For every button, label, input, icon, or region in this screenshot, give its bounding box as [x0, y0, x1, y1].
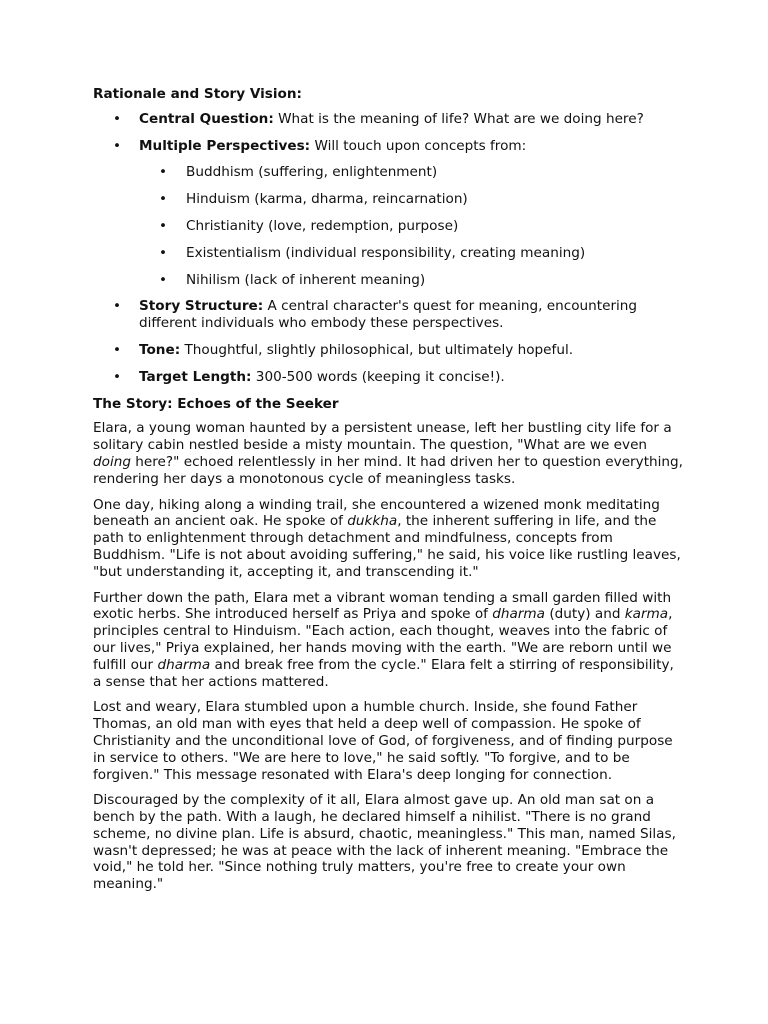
bullet-icon: •	[159, 271, 168, 288]
list-item-story-structure	[93, 298, 683, 332]
item-term: Multiple Perspectives:	[139, 137, 311, 154]
paragraph-text: , principles central to Hinduism. "Each action, each thought, weaves into the fabric of our lives," Priya explained, her hands moving with the earth. "We are reborn until we fulfill our	[93, 606, 673, 673]
bullet-icon: •	[159, 191, 168, 208]
bullet-icon: •	[159, 244, 168, 261]
paragraph-text: Elara, a young woman haunted by a persistent unease, left her bustling city life for a solitary cabin nestled beside a misty mountain. The question, "What are we even	[93, 420, 672, 454]
sublist-item-text: Nihilism (lack of inherent meaning)	[186, 271, 426, 288]
document-page	[93, 86, 683, 902]
bullet-icon: •	[159, 164, 168, 181]
item-text: A central character's quest for meaning, encountering different individuals who embody these perspectives.	[139, 298, 638, 332]
list-item-target-length	[93, 369, 683, 386]
paragraph-text: Further down the path, Elara met a vibrant woman tending a small garden filled with exotic herbs. She introduced herself as Priya and spoke of	[93, 589, 672, 623]
sublist-item-christianity	[139, 218, 683, 235]
item-text: What is the meaning of life? What are we doing here?	[273, 110, 644, 127]
item-text: Thoughtful, slightly philosophical, but ultimately hopeful.	[180, 341, 574, 358]
sublist-item-text: Hinduism (karma, dharma, reincarnation)	[186, 191, 468, 208]
sublist-item-hinduism	[139, 191, 683, 208]
story-paragraph-5: Discouraged by the complexity of it all, Elara almost gave up. An old man sat on a bench by the path. With a laugh, he declared himself a nihilist. "There is no grand scheme, no divine plan. Life is absurd, chaotic, meaningless." This man, named Silas, wasn't depressed; he was at peace with the lack of inherent meaning. "Embrace the void," he told her. "Since nothing truly matters, you're free to create your own meaning."	[93, 792, 676, 893]
story-heading: The Story: Echoes of the Seeker	[93, 395, 339, 412]
bullet-icon: •	[159, 217, 168, 234]
perspectives-sublist	[139, 164, 683, 288]
paragraph-text: One day, hiking along a winding trail, she encountered a wizened monk meditating beneath an ancient oak. He spoke of	[93, 496, 660, 530]
bullet-icon: •	[113, 368, 122, 385]
bullet-icon: •	[113, 110, 122, 127]
story-paragraph-4: Lost and weary, Elara stumbled upon a humble church. Inside, she found Father Thomas, an old man with eyes that held a deep well of compassion. He spoke of Christianity and the unconditional love of God, of forgiveness, and of finding purpose in service to others. "We are here to love," he said softly. "To forgive, and to be forgiven." This message resonated with Elara's deep longing for connection.	[93, 699, 673, 783]
item-text: 300-500 words (keeping it concise!).	[251, 368, 505, 385]
bullet-icon: •	[113, 298, 122, 315]
item-term: Tone:	[139, 341, 181, 358]
bullet-icon: •	[113, 341, 122, 358]
sublist-item-existentialism	[139, 245, 683, 262]
list-item-central-question	[93, 111, 683, 128]
paragraph-text: and break free from the cycle." Elara felt a stirring of responsibility, a sense that her actions mattered.	[93, 656, 674, 690]
sublist-item-buddhism	[139, 164, 683, 181]
list-item-tone	[93, 342, 683, 359]
item-text: Will touch upon concepts from:	[310, 137, 527, 154]
story-paragraph-3	[93, 590, 683, 691]
paragraph-text: here?" echoed relentlessly in her mind. It had driven her to question everything, rendering her days a monotonous cycle of meaningless tasks.	[93, 453, 683, 487]
bullet-icon: •	[113, 137, 122, 154]
emphasis-text: dharma	[157, 656, 211, 673]
item-term: Central Question:	[139, 110, 274, 127]
list-item-multiple-perspectives	[93, 138, 683, 289]
emphasis-text: dharma	[492, 606, 545, 623]
sublist-item-text: Buddhism (suffering, enlightenment)	[186, 164, 438, 181]
item-term: Target Length:	[139, 368, 252, 385]
rationale-heading: Rationale and Story Vision:	[93, 86, 302, 102]
emphasis-text: doing	[93, 453, 131, 470]
rationale-list	[93, 111, 683, 386]
story-paragraph-2	[93, 497, 683, 581]
story-paragraph-1	[93, 420, 683, 487]
sublist-item-text: Christianity (love, redemption, purpose)	[186, 217, 459, 234]
emphasis-text: dukkha	[347, 513, 398, 530]
sublist-item-text: Existentialism (individual responsibility, creating meaning)	[186, 244, 586, 261]
sublist-item-nihilism	[139, 272, 683, 289]
item-term: Story Structure:	[139, 298, 264, 315]
emphasis-text: karma	[624, 606, 669, 623]
paragraph-text: , the inherent suffering in life, and the path to enlightenment through detachment and mindfulness, concepts from Buddhism. "Life is not about avoiding suffering," he said, his voice like rustling leaves, "but understanding it, accepting it, and transcending it."	[93, 513, 681, 580]
paragraph-text: (duty) and	[545, 606, 625, 623]
